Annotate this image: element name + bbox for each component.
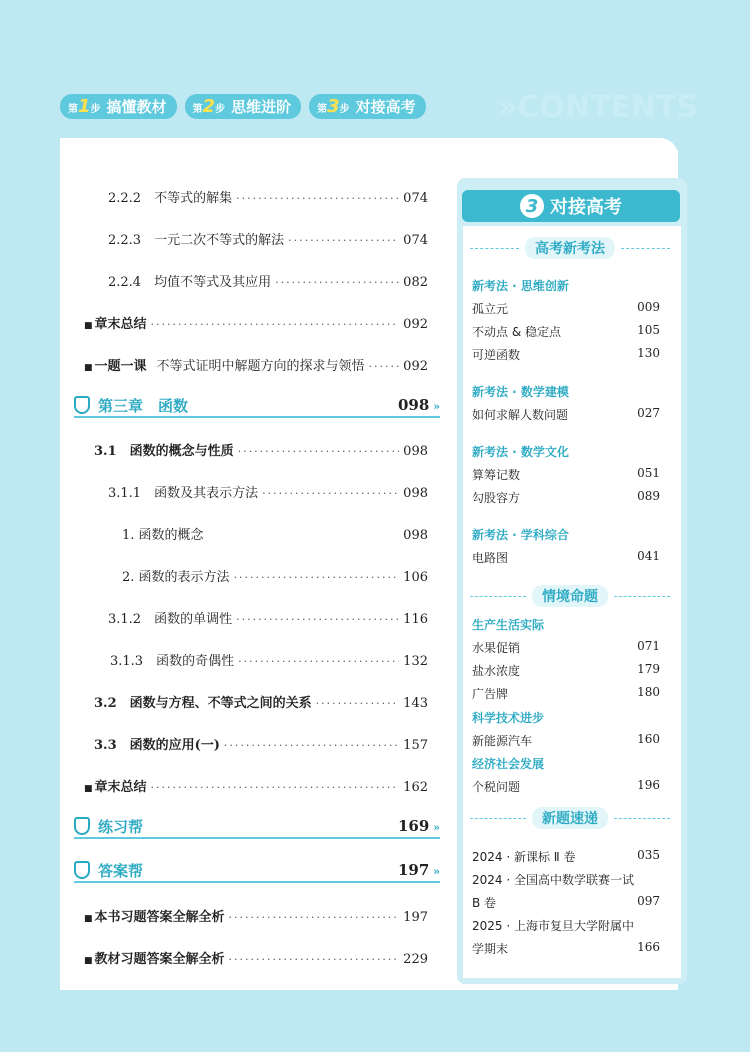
answers-heading[interactable]: 答案帮 197 » (74, 859, 440, 883)
background-left (0, 0, 60, 1052)
step-header (60, 94, 426, 119)
panel-item[interactable]: 盐水浓度 179 (472, 662, 660, 678)
exam-panel-title: 3 对接高考 (462, 190, 680, 222)
panel-item[interactable]: 2024 · 新课标 Ⅱ 卷 035 (472, 848, 660, 864)
section-new-method: 高考新考法 (470, 237, 670, 259)
panel-item[interactable]: 新能源汽车 160 (472, 732, 660, 748)
practice-heading[interactable]: 练习帮 169 » (74, 815, 440, 839)
step-1-title: 搞懂教材 (106, 98, 167, 116)
toc-entry[interactable]: 3.3 函数的应用(一) ····· 157 (94, 734, 428, 753)
file-icon (74, 861, 90, 879)
toc-entry[interactable]: 3.1.1 函数及其表示方法 ····· 098 (108, 482, 428, 501)
panel-item[interactable]: 水果促销 071 (472, 639, 660, 655)
section-scenario: 情境命题 (470, 585, 670, 607)
panel-item[interactable]: 算筹记数 051 (472, 466, 660, 482)
step-3-title: 对接高考 (355, 98, 416, 116)
file-icon (74, 817, 90, 835)
panel-item[interactable]: 2025 · 上海市复旦大学附属中 (472, 919, 634, 933)
panel-item[interactable]: 可逆函数 130 (472, 346, 660, 362)
toc-entry[interactable]: 1. 函数的概念 098 (122, 528, 428, 543)
panel-item[interactable]: B 卷 097 (472, 894, 660, 910)
toc-entry[interactable]: ■ 章末总结 ····· 092 (84, 313, 428, 332)
contents-heading: »CONTENTS (498, 90, 699, 125)
step-2: 第2步 思维进阶 (185, 94, 302, 119)
toc-entry[interactable]: ■ 本书习题答案全解全析 ····· 197 (84, 906, 428, 925)
panel-item[interactable]: 个税问题 196 (472, 778, 660, 794)
file-icon (74, 396, 90, 414)
background-bottom (0, 990, 750, 1052)
panel-item[interactable]: 学期末 166 (472, 940, 660, 956)
toc-entry[interactable]: 3.1 函数的概念与性质 ····· 098 (94, 440, 428, 459)
background-right (678, 0, 750, 1052)
toc-entry[interactable]: ■ 教材习题答案全解全析 ····· 229 (84, 948, 428, 967)
toc-entry[interactable]: 2.2.4 均值不等式及其应用 ····· 082 (108, 271, 428, 290)
toc-entry[interactable]: 3.1.3 函数的奇偶性 ····· 132 (110, 650, 428, 669)
toc-entry[interactable]: 3.2 函数与方程、不等式之间的关系 ····· 143 (94, 692, 428, 711)
panel-item[interactable]: 不动点 & 稳定点 105 (472, 323, 660, 339)
panel-item[interactable]: 广告牌 180 (472, 685, 660, 701)
subsection-label: 新考法 · 数学文化 (472, 445, 569, 459)
toc-entry[interactable]: ■ 章末总结 ····· 162 (84, 776, 428, 795)
toc-entry[interactable]: 2.2.2 不等式的解集 ····· 074 (108, 187, 428, 206)
background-top (0, 0, 750, 150)
subsection-label: 经济社会发展 (472, 757, 545, 771)
subsection-label: 新考法 · 思维创新 (472, 279, 569, 293)
toc-entry[interactable]: ■ 一题一课 不等式证明中解题方向的探求与领悟 ····· 092 (84, 355, 428, 374)
step-1: 第1步 搞懂教材 (60, 94, 177, 119)
step-3: 第3步 对接高考 (309, 94, 426, 119)
panel-item[interactable]: 如何求解人数问题 027 (472, 406, 660, 422)
subsection-label: 新考法 · 数学建模 (472, 385, 569, 399)
panel-item[interactable]: 勾股容方 089 (472, 489, 660, 505)
subsection-label: 新考法 · 学科综合 (472, 528, 569, 542)
panel-item[interactable]: 孤立元 009 (472, 300, 660, 316)
toc-entry[interactable]: 2.2.3 一元二次不等式的解法 ····· 074 (108, 229, 428, 248)
panel-item[interactable]: 2024 · 全国高中数学联赛一试 (472, 873, 634, 887)
step-2-title: 思维进阶 (231, 98, 292, 116)
subsection-label: 生产生活实际 (472, 618, 545, 632)
section-new-questions: 新题速递 (470, 807, 670, 829)
toc-entry[interactable]: 2. 函数的表示方法 ····· 106 (122, 566, 428, 585)
chapter-3-heading[interactable]: 第三章 函数 098 » (74, 394, 440, 418)
panel-item[interactable]: 电路图 041 (472, 549, 660, 565)
toc-entry[interactable]: 3.1.2 函数的单调性 ····· 116 (108, 608, 428, 627)
subsection-label: 科学技术进步 (472, 711, 545, 725)
